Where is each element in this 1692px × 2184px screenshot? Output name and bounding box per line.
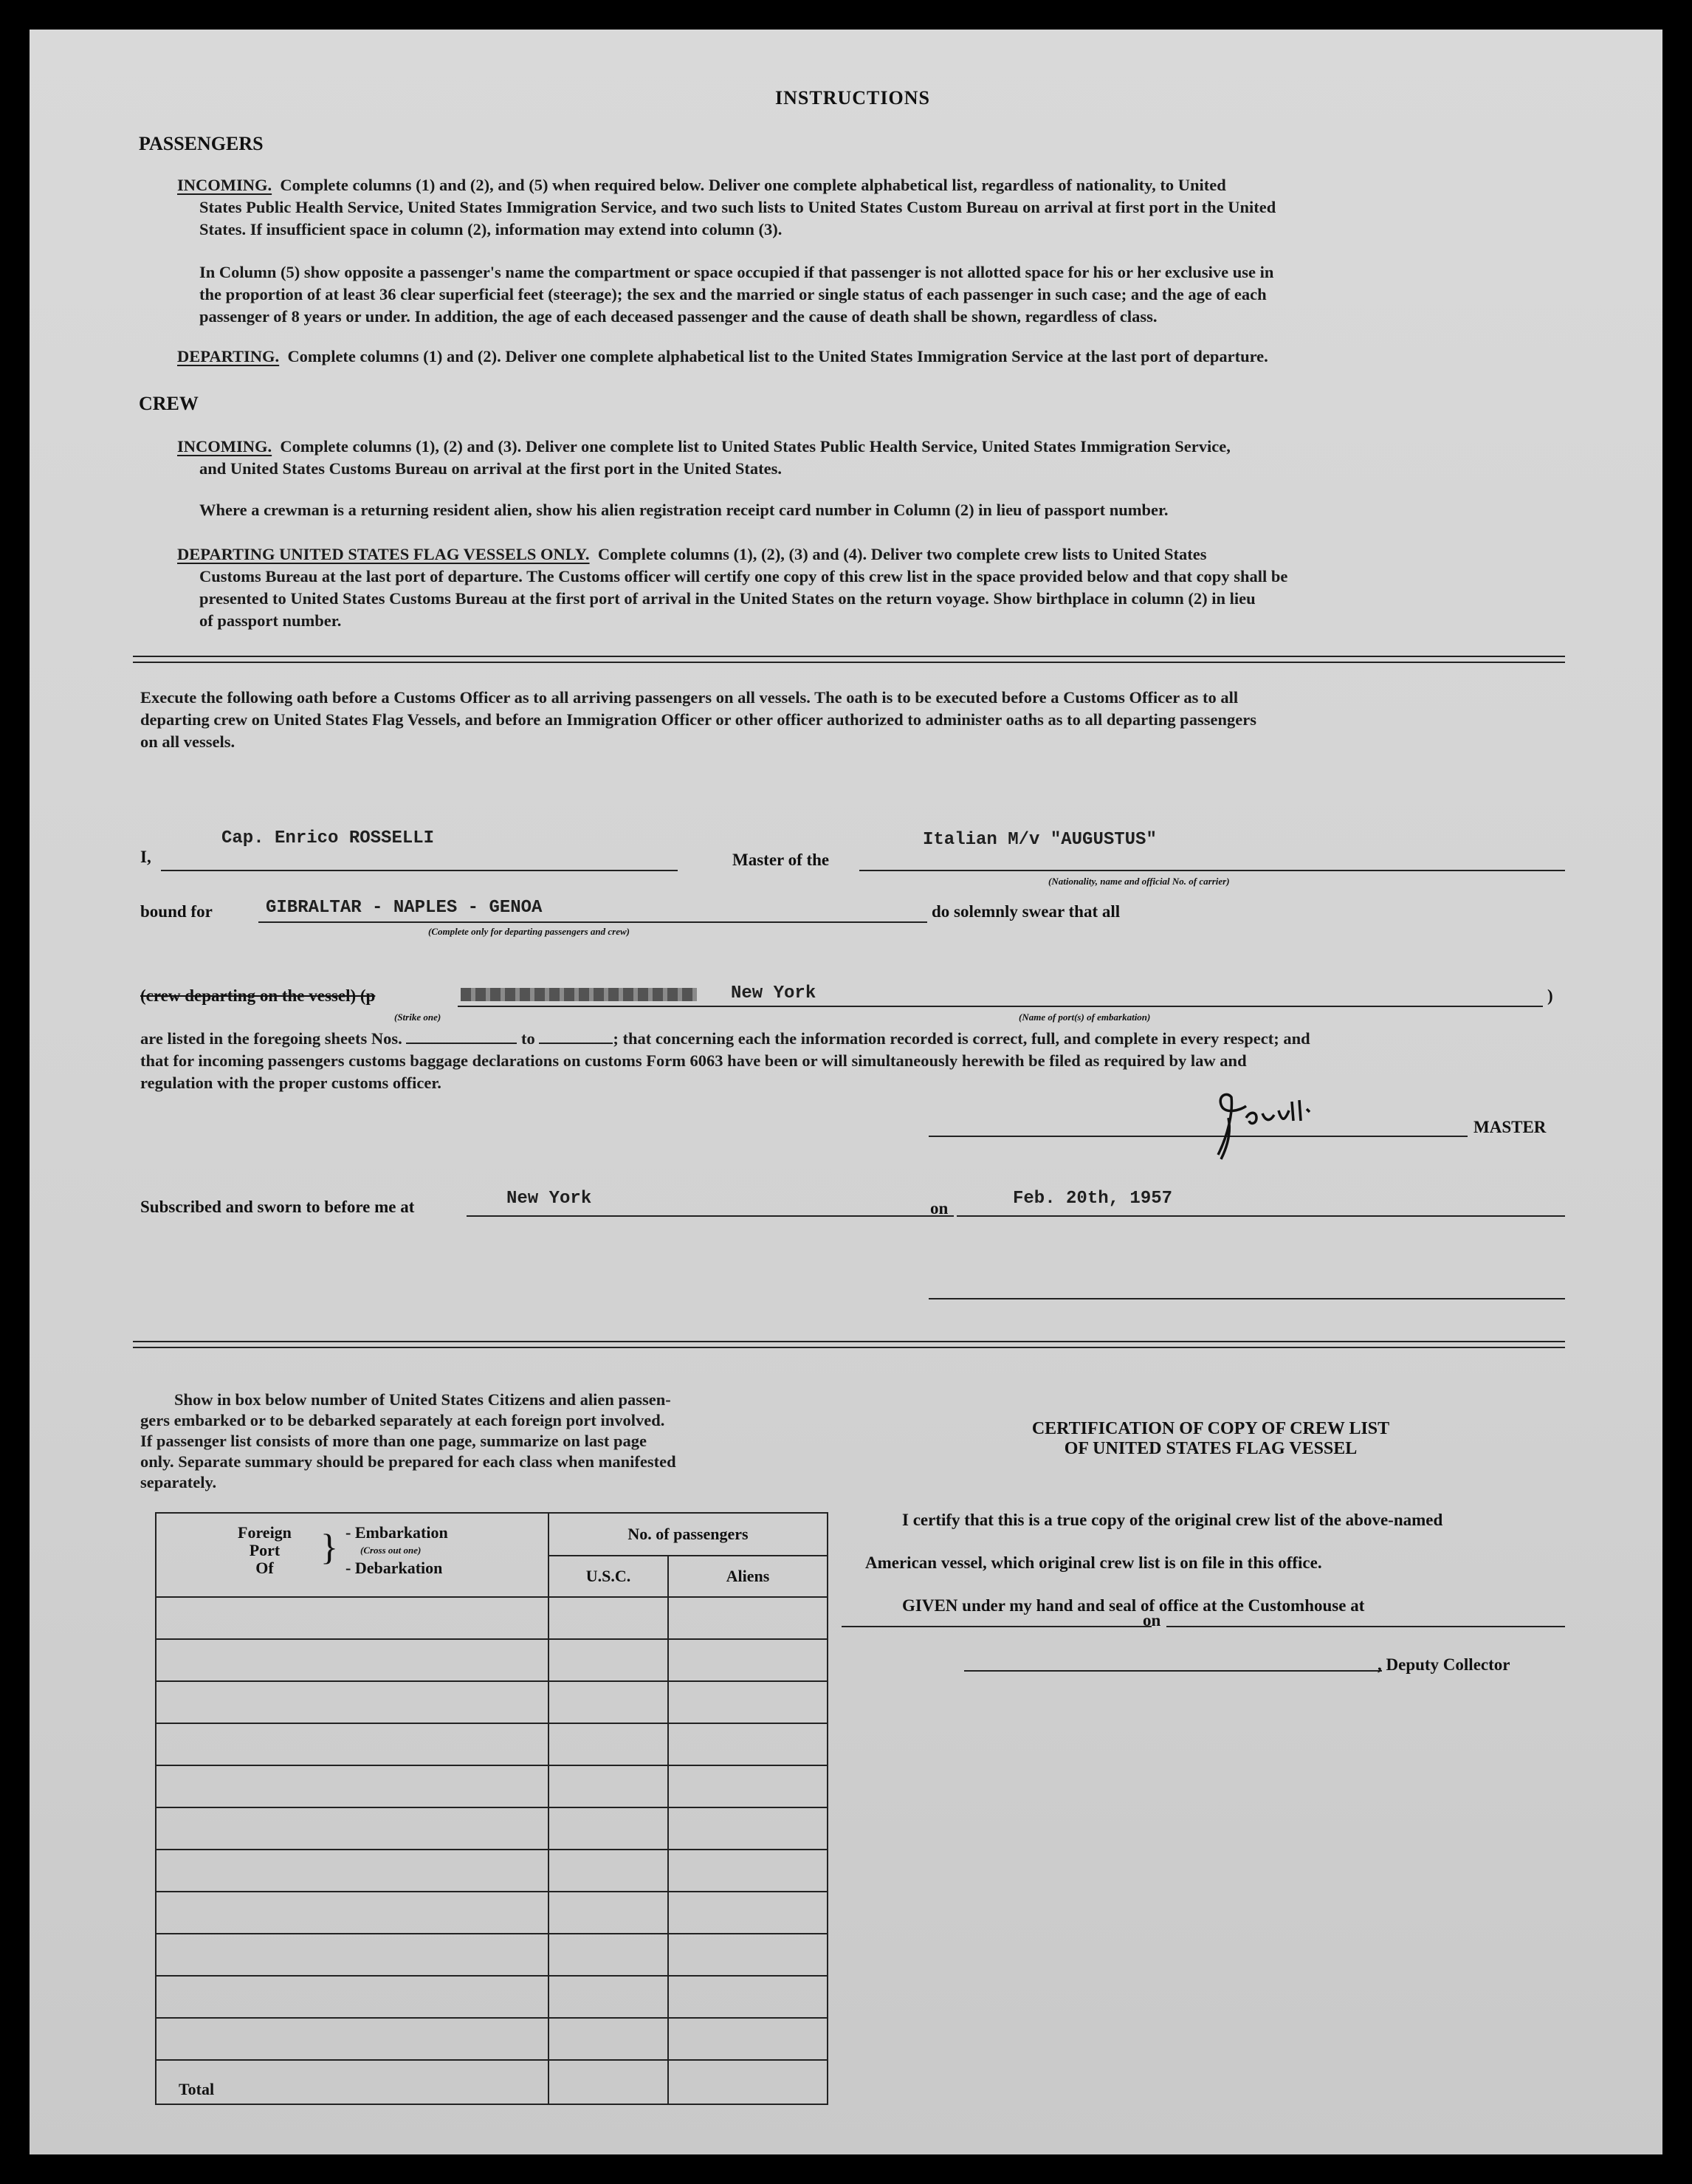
summary-line-3: If passenger list consists of more than one page, summarize on last page <box>140 1432 647 1450</box>
oath-intro-line-1: Execute the following oath before a Customs Officer as to all arriving passengers on all vessels. The oath is to be executed before a Customs Officer as to all <box>140 688 1239 707</box>
aliens-cell[interactable] <box>668 1850 828 1892</box>
close-paren: ) <box>1547 986 1553 1005</box>
certification-date-line[interactable] <box>1166 1626 1565 1627</box>
usc-cell[interactable] <box>548 1892 668 1934</box>
column5-line-1: In Column (5) show opposite a passenger's name the compartment or space occupied if that passenger is not allotted space for his or her exclusive use in <box>199 263 1274 281</box>
total-label: Total <box>156 2060 548 2104</box>
crew-departing-line-2: Customs Bureau at the last port of departure. The Customs officer will certify one copy of this crew list in the space provided below and that copy shall be <box>199 567 1288 586</box>
vessel-caption: (Nationality, name and official No. of carrier) <box>1048 876 1230 887</box>
certification-title <box>842 1419 1580 1459</box>
aliens-cell[interactable] <box>668 1681 828 1723</box>
section-divider <box>133 656 1565 663</box>
port-caption: (Name of port(s) of embarkation) <box>1019 1012 1151 1023</box>
certification-text-2: American vessel, which original crew list is on file in this office. <box>865 1553 1322 1572</box>
summary-line-5: separately. <box>140 1473 217 1491</box>
summary-row <box>156 1934 828 1976</box>
summary-line-4: only. Separate summary should be prepared for each class when manifested <box>140 1452 676 1471</box>
summary-row <box>156 1892 828 1934</box>
aliens-cell[interactable] <box>668 1639 828 1681</box>
of-label: Of <box>255 1559 274 1577</box>
usc-cell[interactable] <box>548 1681 668 1723</box>
page-title: INSTRUCTIONS <box>775 87 930 109</box>
summary-row <box>156 1681 828 1723</box>
passengers-incoming-line-1: Complete columns (1) and (2), and (5) when required below. Deliver one complete alphabetical list, regardless of nationality, to United <box>280 176 1226 194</box>
subscribed-date[interactable]: Feb. 20th, 1957 <box>1013 1189 1173 1209</box>
sheets-to-field[interactable] <box>539 1043 613 1044</box>
summary-row <box>156 1639 828 1681</box>
usc-cell[interactable] <box>548 1765 668 1807</box>
sheets-label: are listed in the foregoing sheets Nos. <box>140 1029 402 1048</box>
brace: } <box>320 1526 338 1567</box>
total-row <box>156 2060 828 2104</box>
crew-incoming-block <box>177 436 1565 480</box>
summary-instructions <box>140 1390 842 1493</box>
officer-signature-line <box>929 1298 1565 1299</box>
cross-out-label: (Cross out one) <box>360 1545 422 1556</box>
certification-text-3: GIVEN under my hand and seal of office at the Customhouse at <box>902 1596 1365 1615</box>
debarkation-label: - Debarkation <box>345 1559 443 1577</box>
subscribed-date-line <box>957 1215 1565 1217</box>
subscribed-place[interactable]: New York <box>506 1189 592 1209</box>
port-cell[interactable] <box>156 2018 548 2060</box>
summary-row <box>156 2018 828 2060</box>
passengers-heading: PASSENGERS <box>139 133 264 154</box>
crew-departing-line-1: Complete columns (1), (2), (3) and (4). Deliver two complete crew lists to United States <box>597 545 1207 563</box>
deputy-collector-label: , Deputy Collector <box>1378 1655 1510 1674</box>
summary-rows <box>156 1597 828 2060</box>
port-cell[interactable] <box>156 1892 548 1934</box>
summary-row <box>156 1807 828 1850</box>
passengers-departing-text: Complete columns (1) and (2). Deliver one complete alphabetical list to the United States Immigration Service at the last port of departure. <box>287 347 1268 365</box>
customhouse-line[interactable] <box>842 1626 1152 1627</box>
passengers-column5-block <box>199 261 1565 328</box>
summary-row <box>156 1597 828 1639</box>
usc-cell[interactable] <box>548 1639 668 1681</box>
usc-header: U.S.C. <box>548 1556 668 1597</box>
bound-for-caption: (Complete only for departing passengers and crew) <box>428 926 630 937</box>
master-signature <box>1189 1088 1336 1162</box>
bound-for-value[interactable]: GIBRALTAR - NAPLES - GENOA <box>266 898 543 918</box>
passengers-incoming-line-2: States Public Health Service, United States Immigration Service, and two such lists to United States Custom Bureau on arrival at first port in the United <box>199 198 1276 216</box>
usc-cell[interactable] <box>548 1597 668 1639</box>
usc-cell[interactable] <box>548 1723 668 1765</box>
aliens-cell[interactable] <box>668 1765 828 1807</box>
summary-row <box>156 1850 828 1892</box>
swear-text: do solemnly swear that all <box>932 902 1121 921</box>
document-page <box>30 30 1662 2154</box>
usc-cell[interactable] <box>548 2018 668 2060</box>
crew-incoming-line-1: Complete columns (1), (2) and (3). Deliver one complete list to United States Public Health Service, United States Immigration Service, <box>280 437 1231 456</box>
crew-departing-label: DEPARTING UNITED STATES FLAG VESSELS ONLY. <box>177 545 590 563</box>
total-usc-cell[interactable] <box>548 2060 668 2104</box>
master-name-line <box>161 870 678 871</box>
vessel-name[interactable]: Italian M/v "AUGUSTUS" <box>923 830 1157 850</box>
usc-cell[interactable] <box>548 1807 668 1850</box>
usc-cell[interactable] <box>548 1934 668 1976</box>
column5-line-3: passenger of 8 years or under. In addition, the age of each deceased passenger and the cause of death shall be shown, regardless of class. <box>199 307 1158 326</box>
aliens-cell[interactable] <box>668 1807 828 1850</box>
crew-alien-text: Where a crewman is a returning resident alien, show his alien registration receipt card number in Column (2) in lieu of passport number. <box>199 501 1169 519</box>
deputy-collector-line[interactable] <box>964 1670 1382 1672</box>
subscribed-on-label: on <box>930 1199 949 1218</box>
baggage-line-2: regulation with the proper customs officer. <box>140 1074 441 1092</box>
crew-incoming-line-2: and United States Customs Bureau on arrival at the first port in the United States. <box>199 459 782 478</box>
passengers-incoming-block <box>177 174 1565 241</box>
port-cell[interactable] <box>156 1597 548 1639</box>
sheets-rest: ; that concerning each the information recorded is correct, full, and complete in every respect; and <box>613 1029 1310 1048</box>
aliens-cell[interactable] <box>668 1934 828 1976</box>
crew-strike-text: (crew departing on the vessel) (p <box>140 986 376 1005</box>
crew-departing-block <box>177 543 1565 632</box>
port-label: Port <box>249 1541 281 1559</box>
passenger-summary-table <box>155 1512 828 2105</box>
i-label: I, <box>140 848 151 866</box>
aliens-cell[interactable] <box>668 1723 828 1765</box>
passengers-incoming-line-3: States. If insufficient space in column (2), information may extend into column (3). <box>199 220 783 238</box>
aliens-cell[interactable] <box>668 1892 828 1934</box>
bound-for-label: bound for <box>140 902 213 921</box>
port-cell[interactable] <box>156 1681 548 1723</box>
aliens-cell[interactable] <box>668 2018 828 2060</box>
master-label: MASTER <box>1473 1118 1547 1136</box>
port-cell[interactable] <box>156 1934 548 1976</box>
section-divider <box>133 1341 1565 1348</box>
port-line <box>458 1006 1543 1007</box>
embarkation-label: - Embarkation <box>345 1523 448 1542</box>
oath-intro-line-2: departing crew on United States Flag Vessels, and before an Immigration Officer or other officer authorized to administer oaths as to all departing passengers <box>140 710 1257 729</box>
summary-row <box>156 1765 828 1807</box>
usc-cell[interactable] <box>548 1850 668 1892</box>
oath-intro <box>140 687 1565 753</box>
oath-intro-line-3: on all vessels. <box>140 732 235 751</box>
aliens-cell[interactable] <box>668 1976 828 2018</box>
no-passengers-header: No. of passengers <box>548 1513 828 1556</box>
total-aliens-cell[interactable] <box>668 2060 828 2104</box>
embark-port[interactable]: New York <box>731 983 816 1003</box>
crew-departing-line-3: presented to United States Customs Bureau at the first port of arrival in the United States on the return voyage. Show birthplace in column (2) in lieu <box>199 589 1256 608</box>
certification-text-1: I certify that this is a true copy of the original crew list of the above-named <box>902 1511 1443 1529</box>
passengers-departing-label: DEPARTING. <box>177 347 280 365</box>
bound-for-line <box>258 921 927 923</box>
passengers-departing-block <box>177 346 1565 368</box>
sheets-from-field[interactable] <box>406 1043 517 1044</box>
certification-title-line-1: CERTIFICATION OF COPY OF CREW LIST <box>1031 1419 1390 1438</box>
crew-heading: CREW <box>139 393 199 414</box>
port-header-cell <box>156 1513 548 1597</box>
certification-title-line-2: OF UNITED STATES FLAG VESSEL <box>1064 1439 1358 1458</box>
struck-out-text <box>461 988 697 1001</box>
subscribed-label: Subscribed and sworn to before me at <box>140 1198 415 1216</box>
aliens-cell[interactable] <box>668 1597 828 1639</box>
port-cell[interactable] <box>156 1807 548 1850</box>
column5-line-2: the proportion of at least 36 clear superficial feet (steerage); the sex and the married or single status of each passenger in such case; and the age of each <box>199 285 1267 303</box>
crew-incoming-label: INCOMING. <box>177 437 272 456</box>
foreign-label: Foreign <box>238 1523 292 1542</box>
usc-cell[interactable] <box>548 1976 668 2018</box>
passengers-incoming-label: INCOMING. <box>177 176 272 194</box>
crew-departing-line-4: of passport number. <box>199 611 342 630</box>
master-name[interactable]: Cap. Enrico ROSSELLI <box>221 828 435 848</box>
port-cell[interactable] <box>156 1723 548 1765</box>
port-cell[interactable] <box>156 1639 548 1681</box>
aliens-header: Aliens <box>668 1556 828 1597</box>
baggage-line-1: that for incoming passengers customs baggage declarations on customs Form 6063 have been or will simultaneously herewith be filed as required by law and <box>140 1051 1247 1070</box>
summary-row <box>156 1976 828 2018</box>
summary-row <box>156 1723 828 1765</box>
summary-line-1: Show in box below number of United States Citizens and alien passen- <box>174 1390 671 1409</box>
port-cell[interactable] <box>156 1765 548 1807</box>
vessel-line <box>859 870 1565 871</box>
master-of-label: Master of the <box>732 851 830 869</box>
port-cell[interactable] <box>156 1850 548 1892</box>
summary-line-2: gers embarked or to be debarked separately at each foreign port involved. <box>140 1411 665 1429</box>
subscribed-place-line <box>467 1215 954 1217</box>
certification-on-label: on <box>1143 1611 1161 1630</box>
sheets-to-label: to <box>521 1029 535 1048</box>
port-cell[interactable] <box>156 1976 548 2018</box>
strike-caption: (Strike one) <box>394 1012 441 1023</box>
sheets-block <box>140 1028 1565 1094</box>
